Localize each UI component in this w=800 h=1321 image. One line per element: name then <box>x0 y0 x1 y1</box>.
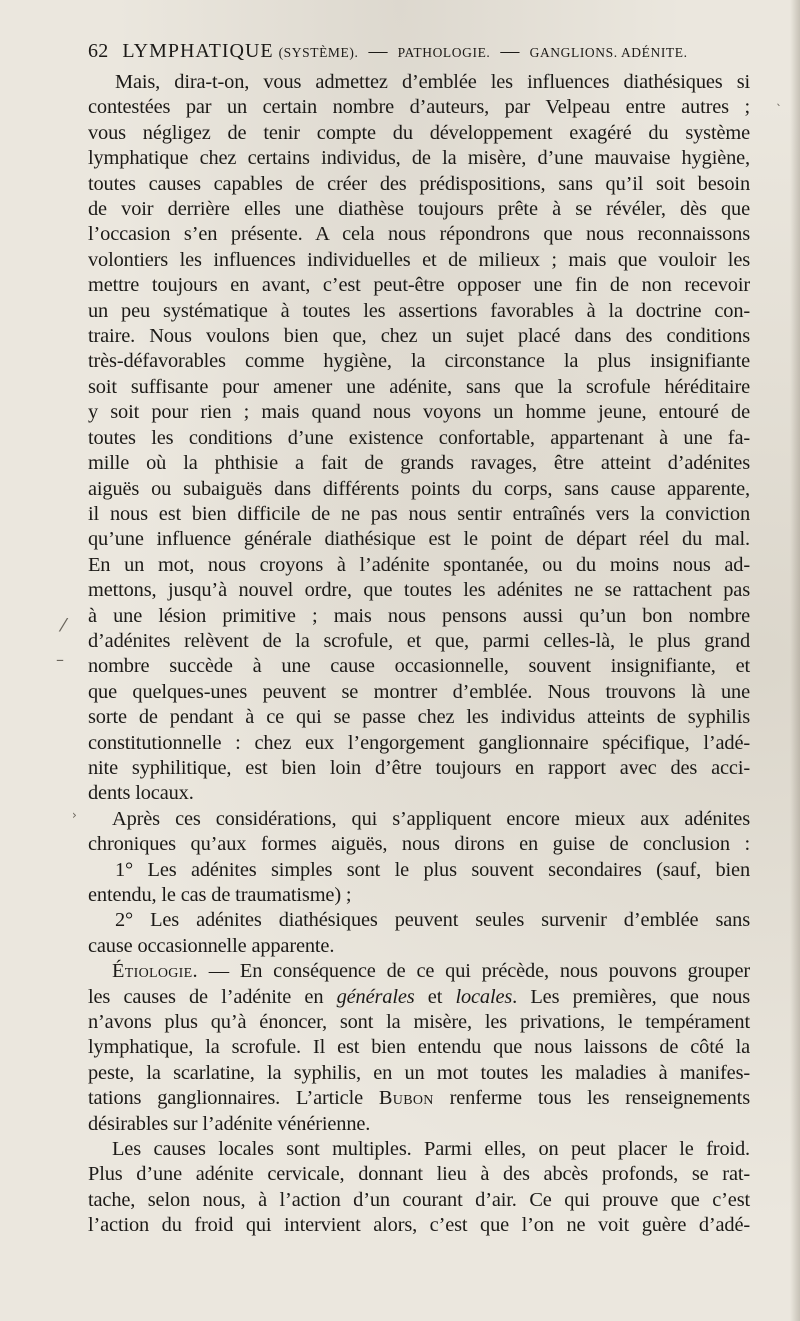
text-line: lymphatique chez certains individus, de la misère, d’une mauvaise hygiène, <box>88 147 750 170</box>
etiologie-rest: — En conséquence de ce qui précède, nous pouvons grouper <box>197 960 750 983</box>
running-title: LYMPHATIQUE <box>122 40 274 62</box>
text-line: que quelques-unes peuvent se montrer d’emblée. Nous trouvons là une <box>88 680 750 703</box>
text-line: cause occasionnelle apparente. <box>88 934 335 957</box>
term-locales: locales <box>455 985 513 1008</box>
text-line: il nous est bien difficile de ne pas nous sentir entraînés vers la conviction <box>88 502 750 525</box>
text-line: l’action du froid qui intervient alors, c’est que l’on ne voit guère d’adé- <box>88 1214 750 1237</box>
text-line: aiguës ou subaiguës dans différents points du corps, sans cause apparente, <box>88 477 750 500</box>
bubon-line-a: tations ganglionnaires. L’article <box>88 1087 379 1110</box>
margin-bullet-mark: › <box>72 808 77 822</box>
text-line: nombre succède à une cause occasionnelle, souvent insignifiante, et <box>88 655 750 678</box>
causes-line-a: les causes de l’adénite en <box>88 985 337 1008</box>
text-line: l’occasion s’en présente. A cela nous répondrons que nous reconnaissons <box>88 223 750 246</box>
margin-pencil-mark: ⁄ <box>62 615 66 636</box>
text-line: vous négligez de tenir compte du développement exagéré du système <box>88 121 750 144</box>
text-line: lymphatique, la scrofule. Il est bien entendu que nous laissons de côté la <box>88 1036 750 1059</box>
causes-line <box>88 985 750 1010</box>
text-line: nite syphilitique, est bien loin d’être toujours en rapport avec des acci- <box>88 756 750 779</box>
causes-line-e: . Les premières, que nous <box>512 985 750 1008</box>
text-line: 2° Les adénites diathésiques peuvent seules survenir d’emblée sans <box>115 909 750 932</box>
text-line: soit suffisante pour amener une adénite, sans que la scrofule héréditaire <box>88 375 750 398</box>
bubon-line-c: renferme tous les renseignements <box>433 1087 750 1110</box>
text-line: mettre toujours en avant, c’est peut-être opposer une fin de non recevoir <box>88 274 750 297</box>
text-line: En un mot, nous croyons à l’adénite spontanée, ou du moins nous ad- <box>88 553 750 576</box>
text-line: toutes causes capables de créer des prédispositions, sans qu’il soit besoin <box>88 172 750 195</box>
section-heading-etiologie: Étiologie. <box>112 960 198 983</box>
running-section: PATHOLOGIE. <box>397 45 491 60</box>
text-line: y soit pour rien ; mais quand nous voyons un homme jeune, entouré de <box>88 401 750 424</box>
text-line: qu’une influence générale diathésique est le point de départ réel du mal. <box>88 528 750 551</box>
text-line: à une lésion primitive ; mais nous pensons aussi qu’un bon nombre <box>88 604 750 627</box>
etiologie-line <box>88 959 750 984</box>
cross-ref-bubon: Bubon <box>378 1087 434 1110</box>
text-line: un peu systématique à toutes les assertions favorables à la doctrine con- <box>88 299 750 322</box>
running-head <box>88 40 768 63</box>
margin-dash-mark: – <box>56 650 64 669</box>
margin-tick-mark: ˎ <box>776 92 782 106</box>
running-system: (SYSTÈME). <box>278 45 359 60</box>
text-line: Les causes locales sont multiples. Parmi elles, on peut placer le froid. <box>112 1138 750 1161</box>
text-line: entendu, le cas de traumatisme) ; <box>88 884 352 906</box>
text-line: mettons, jusqu’à nouvel ordre, que toutes les adénites ne se rattachent pas <box>88 579 750 602</box>
text-line: de voir derrière elles une diathèse toujours prête à se révéler, dès que <box>88 198 750 221</box>
text-line: très-défavorables comme hygiène, la circonstance la plus insignifiante <box>88 350 750 373</box>
text-line: volontiers les influences individuelles et de milieux ; mais que vouloir les <box>88 248 750 271</box>
text-line: désirables sur l’adénite vénérienne. <box>88 1112 371 1135</box>
text-line: 1° Les adénites simples sont le plus souvent secondaires (sauf, bien <box>115 858 750 881</box>
text-line: n’avons plus qu’à énoncer, sont la misère, les privations, le tempérament <box>88 1011 750 1034</box>
text-line: Plus d’une adénite cervicale, donnant lieu à des abcès profonds, se rat- <box>88 1163 750 1186</box>
text-line: Mais, dira-t-on, vous admettez d’emblée les influences diathésiques si <box>115 71 750 93</box>
body-text <box>88 70 750 1239</box>
text-line: traire. Nous voulons bien que, chez un sujet placé dans des conditions <box>88 325 750 348</box>
text-line: chroniques qu’aux formes aiguës, nous dirons en guise de conclusion : <box>88 833 750 856</box>
page-edge-shadow <box>790 0 800 1321</box>
dash-1: — <box>368 41 388 62</box>
text-line: constitutionnelle : chez eux l’engorgement ganglionnaire spécifique, l’adé- <box>88 731 750 754</box>
text-line: tache, selon nous, à l’action d’un courant d’air. Ce qui prouve que c’est <box>88 1188 750 1211</box>
text-line: Après ces considérations, qui s’appliquent encore mieux aux adénites <box>112 807 750 830</box>
causes-line-c: et <box>414 985 456 1008</box>
running-subsection: GANGLIONS. ADÉNITE. <box>529 45 688 60</box>
bubon-line <box>88 1086 750 1111</box>
text-line: peste, la scarlatine, la syphilis, en un mot toutes les maladies à manifes- <box>88 1061 750 1084</box>
text-line: contestées par un certain nombre d’auteurs, par Velpeau entre autres ; <box>88 96 750 119</box>
text-line: mille où la phthisie a fait de grands ravages, être atteint d’adénites <box>88 452 750 475</box>
text-line: sorte de pendant à ce qui se passe chez les individus atteints de syphilis <box>88 706 750 729</box>
page-number: 62 <box>88 40 109 62</box>
term-generales: générales <box>336 985 415 1008</box>
dash-2: — <box>500 41 520 62</box>
text-line: d’adénites relèvent de la scrofule, et que, parmi celles-là, le plus grand <box>88 629 750 652</box>
text-line: dents locaux. <box>88 782 194 805</box>
text-line: toutes les conditions d’une existence confortable, appartenant à une fa- <box>88 426 750 449</box>
